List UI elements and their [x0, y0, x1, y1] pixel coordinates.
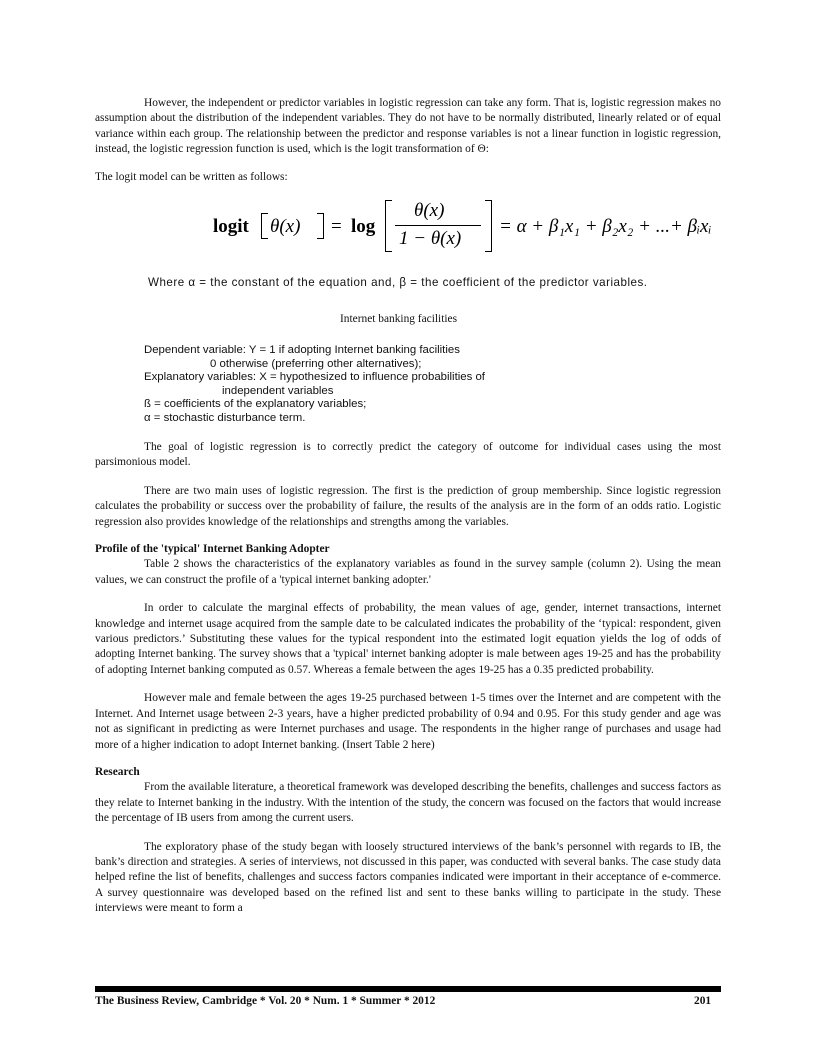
def-dependent-else: 0 otherwise (preferring other alternatives);	[210, 357, 422, 370]
equation-bracket-left-large	[385, 200, 392, 252]
equation-bracket-right-small	[317, 213, 324, 239]
equation-lhs-arg: θ(x)	[270, 216, 301, 237]
uses-paragraph: There are two main uses of logistic regression. The first is the prediction of group membership. Since logistic regression calculates the probability or success over the probability of failure, the results of the analysis are in the form of an odds ratio. Logistic regression also provides knowledge of the relationships and strengths among the variables.	[95, 484, 721, 528]
def-explanatory: Explanatory variables: X = hypothesized to influence probabilities of	[144, 371, 485, 384]
equation-denominator: 1 − θ(x)	[399, 228, 462, 249]
equation-bracket-left-small	[261, 213, 268, 239]
equation-log-fn: log	[351, 216, 376, 237]
goal-paragraph: The goal of logistic regression is to correctly predict the category of outcome for individual cases using the most parsimonious model.	[95, 441, 721, 469]
def-beta: ß = coefficients of the explanatory variables;	[144, 398, 367, 411]
page-number: 201	[694, 995, 712, 1007]
journal-footer: The Business Review, Cambridge * Vol. 20 * Num. 1 * Summer * 2012	[95, 995, 436, 1007]
equation-logit-fn: logit	[213, 216, 249, 237]
logit-equation: logit θ(x) = log θ(x) 1 − θ(x) = α + β₁x₁ + β₂x₂ + ...+ βᵢxᵢ	[213, 200, 633, 256]
section-caption: Internet banking facilities	[340, 313, 458, 325]
research-paragraph-2: The exploratory phase of the study began with loosely structured interviews of the bank’s personnel with regards to IB, the bank’s direction and strategies. A series of interviews, not discussed in this paper, was conducted with several banks. The case study data helped refine the list of benefits, challenges and success factors companies indicated were important in their acceptance of e-commerce. A survey questionnaire was developed based on the refined list and sent to these banks willing to participate in the study. These interviews were meant to form a	[95, 840, 721, 915]
profile-paragraph-1: Table 2 shows the characteristics of the explanatory variables as found in the survey sample (column 2). Using the mean values, we can construct the profile of a 'typical internet banking adopter.'	[95, 558, 721, 586]
research-paragraph-1: From the available literature, a theoretical framework was developed describing the benefits, challenges and success factors as they relate to Internet banking in the industry. With the intention of the study, the concern was focused on the factors that would increase the percentage of IB users from among the current users.	[95, 781, 721, 825]
profile-heading: Profile of the 'typical' Internet Banking Adopter	[95, 543, 330, 556]
def-explanatory-cont: independent variables	[222, 384, 334, 397]
research-heading: Research	[95, 765, 140, 778]
intro-paragraph: However, the independent or predictor variables in logistic regression can take any form. That is, logistic regression makes no assumption about the distribution of the independent variables. They do not have to be normally distributed, linearly related or of equal variance within each group. The relationship between the predictor and response variables is not a linear function in logistic regression, instead, the logistic regression function is used, which is the logit transformation of Θ:	[95, 97, 721, 156]
where-line: Where α = the constant of the equation and, β = the coefficient of the predictor variables.	[148, 276, 648, 289]
profile-paragraph-3: However male and female between the ages 19-25 purchased between 1-5 times over the Internet and are competent with the Internet. And Internet usage between 2-3 years, have a higher predicted probability of 0.94 and 0.95. For this study gender and age was not as significant in predicting as were Internet purchases and usage. The respondents in the higher range of purchases and usage had more of a higher indication to adopt Internet banking. (Insert Table 2 here)	[95, 692, 721, 751]
def-alpha: α = stochastic disturbance term.	[144, 411, 306, 424]
equation-bracket-right-large	[485, 200, 492, 252]
equation-rhs: = α + β₁x₁ + β₂x₂ + ...+ βᵢxᵢ	[499, 216, 712, 237]
def-dependent: Dependent variable: Y = 1 if adopting Internet banking facilities	[144, 344, 460, 356]
profile-paragraph-2: In order to calculate the marginal effects of probability, the mean values of age, gender, internet transactions, internet knowledge and internet usage acquired from the sample date to be calculated indicates the probability of the ‘typical: respondent, given various predictors.’ Substituting these values for the typical respondent into the estimated logit equation yields the log of odds of adopting Internet banking. The survey shows that a 'typical' internet banking adopter is male between ages 19-25 and has the probability of adopting Internet banking computed as 0.57. Whereas a female between the ages 19-25 has a 0.35 predicted probability.	[95, 602, 721, 676]
logit-lead-sentence: The logit model can be written as follows:	[95, 170, 288, 183]
equation-fraction-bar	[395, 225, 481, 226]
footer-rule	[95, 986, 721, 992]
equation-numerator: θ(x)	[414, 200, 445, 221]
variable-definitions	[144, 344, 485, 426]
